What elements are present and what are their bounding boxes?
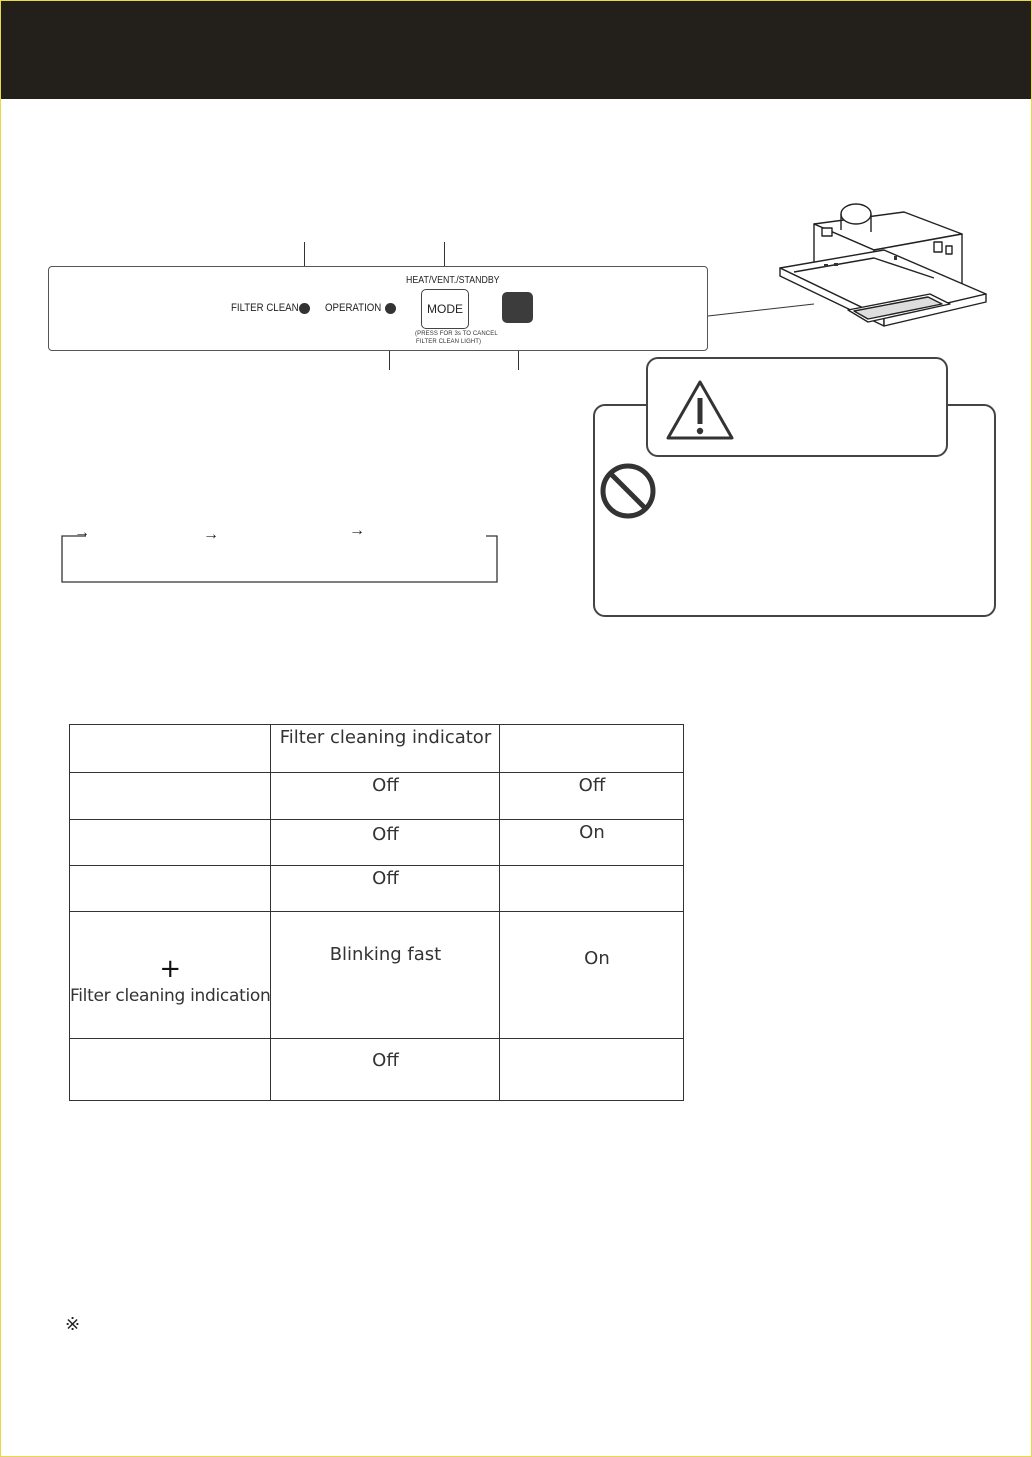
cycle-arrow-1: → xyxy=(74,524,90,541)
table-cell: On xyxy=(500,912,684,1039)
power-button[interactable] xyxy=(502,292,533,323)
filter-clean-indicator-light xyxy=(299,303,310,314)
table-cell xyxy=(500,1039,684,1101)
table-cell: Off xyxy=(271,820,500,866)
mode-button[interactable] xyxy=(421,289,469,329)
table-cell: Off xyxy=(271,1039,500,1101)
table-row xyxy=(70,773,684,820)
mode-button-label: MODE xyxy=(427,302,463,316)
table-cell: Off xyxy=(271,866,500,912)
plus-sign: + xyxy=(159,954,182,984)
table-header-row xyxy=(70,725,684,773)
filter-clean-label: FILTER CLEAN xyxy=(231,302,299,314)
table-cell xyxy=(70,820,271,866)
table-cell: On xyxy=(500,820,684,866)
warning-triangle-icon xyxy=(664,378,736,442)
unit-illustration xyxy=(774,194,996,344)
table-header-cell xyxy=(70,725,271,773)
filter-cleaning-indication-text: Filter cleaning indication xyxy=(70,986,271,1006)
table-row xyxy=(70,820,684,866)
press-note-line1: (PRESS FOR 3s TO CANCEL xyxy=(415,331,498,337)
cycle-arrow-2: → xyxy=(203,526,219,543)
table-cell xyxy=(500,866,684,912)
prohibition-icon xyxy=(597,460,659,522)
table-cell: Blinking fast xyxy=(271,912,500,1039)
table-header-cell xyxy=(500,725,684,773)
footnote-mark: ※ xyxy=(65,1314,81,1334)
table-cell: Off xyxy=(271,773,500,820)
table-cell xyxy=(70,773,271,820)
table-cell xyxy=(70,1039,271,1101)
press-note-line2: FILTER CLEAN LIGHT) xyxy=(416,339,482,345)
indicator-status-table xyxy=(69,724,684,1101)
cycle-arrow-3: → xyxy=(349,522,365,539)
table-cell: Off xyxy=(500,773,684,820)
operation-label: OPERATION xyxy=(325,302,382,314)
heat-vent-standby-label: HEAT/VENT./STANDBY xyxy=(406,275,500,286)
table-row xyxy=(70,866,684,912)
table-row xyxy=(70,1039,684,1101)
table-cell xyxy=(70,866,271,912)
operation-indicator-light xyxy=(385,303,396,314)
header-bar xyxy=(1,1,1031,99)
table-row xyxy=(70,912,684,1039)
table-cell xyxy=(70,912,271,1039)
table-header-cell: Filter cleaning indicator xyxy=(271,725,500,773)
mode-cycle-loop xyxy=(56,526,506,590)
